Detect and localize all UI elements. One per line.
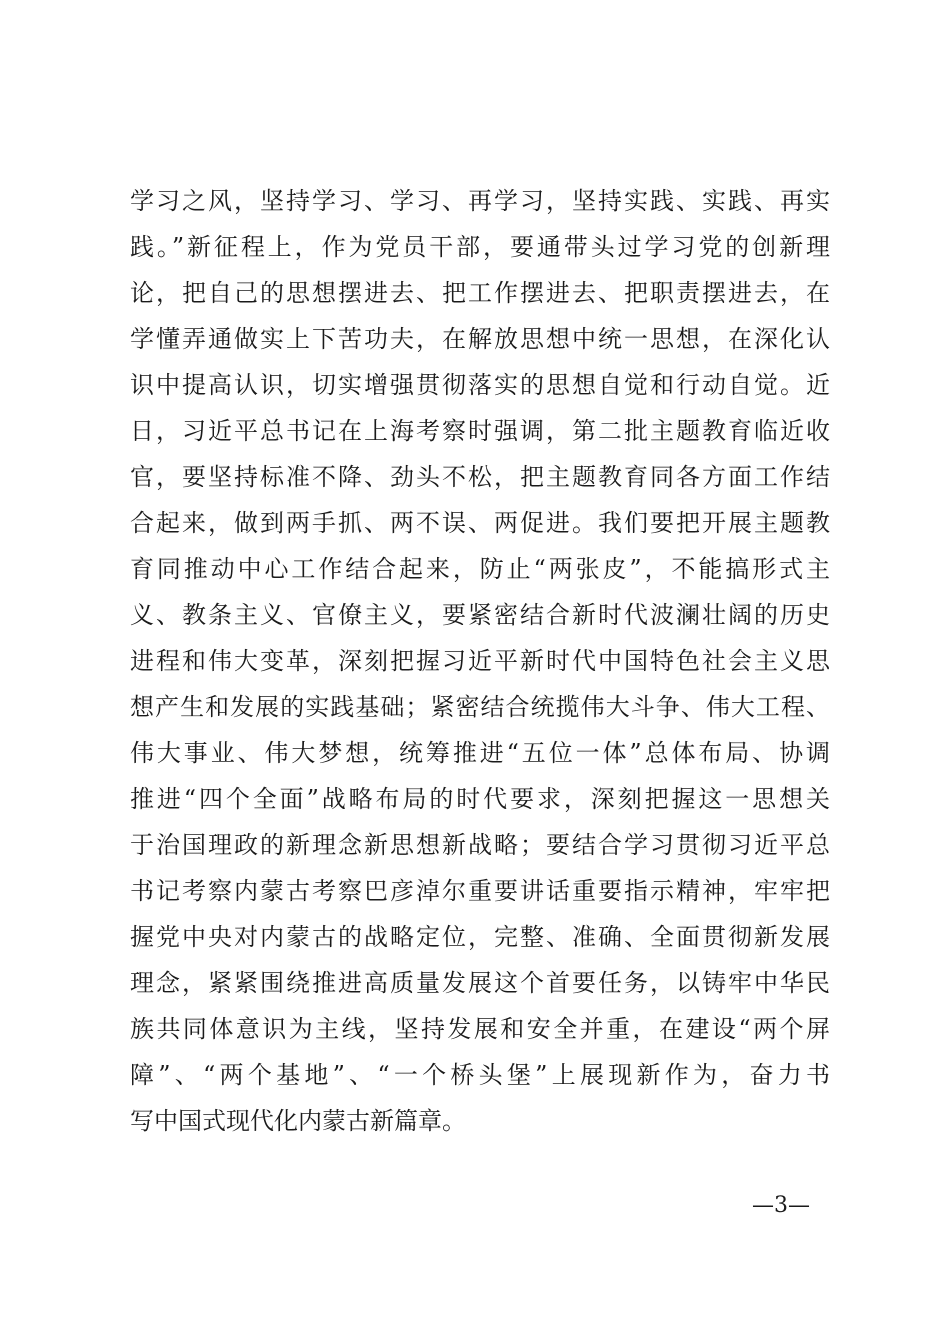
- text-line: 日，习近平总书记在上海考察时强调，第二批主题教育临近收: [130, 417, 830, 445]
- text-line: 践。”新征程上，作为党员干部，要通带头过学习党的创新理: [130, 233, 830, 261]
- text-line: 论，把自己的思想摆进去、把工作摆进去、把职责摆进去，在: [130, 279, 830, 307]
- text-line: 官，要坚持标准不降、劲头不松，把主题教育同各方面工作结: [130, 463, 830, 491]
- text-line: 合起来，做到两手抓、两不误、两促进。我们要把开展主题教: [130, 509, 830, 537]
- text-line: 写中国式现代化内蒙古新篇章。: [130, 1107, 466, 1135]
- text-line: 想产生和发展的实践基础；紧密结合统揽伟大斗争、伟大工程、: [130, 693, 830, 721]
- text-line: 育同推动中心工作结合起来，防止“两张皮”，不能搞形式主: [130, 555, 830, 583]
- body-paragraph: [130, 178, 830, 1144]
- text-line: 进程和伟大变革，深刻把握习近平新时代中国特色社会主义思: [130, 647, 830, 675]
- text-line: 于治国理政的新理念新思想新战略；要结合学习贯彻习近平总: [130, 831, 830, 859]
- text-line: 识中提高认识，切实增强贯彻落实的思想自觉和行动自觉。近: [130, 371, 830, 399]
- text-line: 族共同体意识为主线，坚持发展和安全并重，在建设“两个屏: [130, 1015, 830, 1043]
- text-line: 握党中央对内蒙古的战略定位，完整、准确、全面贯彻新发展: [130, 923, 830, 951]
- page-number: —3—: [752, 1193, 810, 1218]
- text-line: 书记考察内蒙古考察巴彦淖尔重要讲话重要指示精神，牢牢把: [130, 877, 830, 905]
- text-line: 推进“四个全面”战略布局的时代要求，深刻把握这一思想关: [130, 785, 830, 813]
- text-line: 学习之风，坚持学习、学习、再学习，坚持实践、实践、再实: [130, 187, 830, 215]
- text-line: 理念，紧紧围绕推进高质量发展这个首要任务，以铸牢中华民: [130, 969, 830, 997]
- text-line: 伟大事业、伟大梦想，统筹推进“五位一体”总体布局、协调: [130, 739, 830, 767]
- text-line: 障”、“两个基地”、“一个桥头堡”上展现新作为，奋力书: [130, 1061, 830, 1089]
- text-line: 义、教条主义、官僚主义，要紧密结合新时代波澜壮阔的历史: [130, 601, 830, 629]
- text-line: 学懂弄通做实上下苦功夫，在解放思想中统一思想，在深化认: [130, 325, 830, 353]
